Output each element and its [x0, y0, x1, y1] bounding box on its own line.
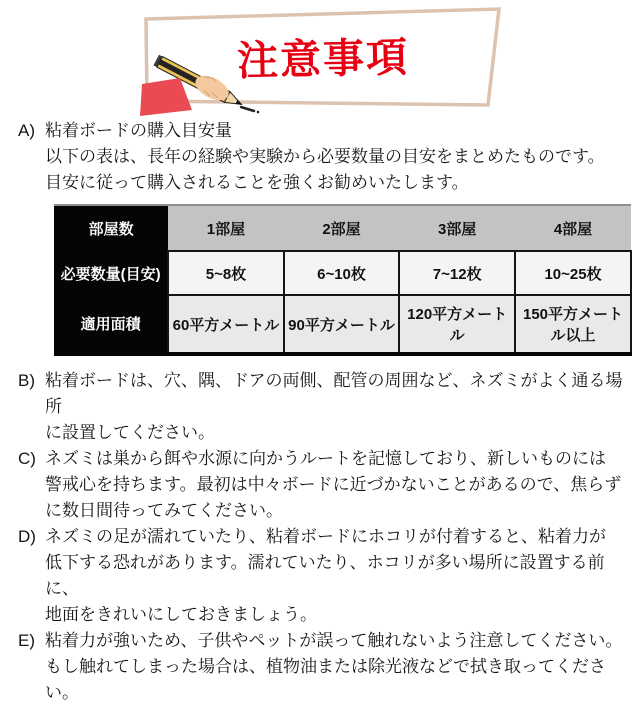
- header-2rooms: 2部屋: [284, 205, 400, 251]
- section-label: D): [18, 527, 36, 546]
- section-label: E): [18, 631, 35, 650]
- header-4rooms: 4部屋: [515, 205, 631, 251]
- section-label: C): [18, 449, 36, 468]
- text-line: 粘着ボードの購入目安量: [45, 121, 232, 140]
- text-line: 地面をきれいにしておきましょう。: [45, 605, 317, 624]
- text-line: ネズミの足が濡れていたり、粘着ボードにホコリが付着すると、粘着力が: [45, 527, 606, 546]
- text-line: ネズミは巣から餌や水源に向かうルートを記憶しており、新しいものには: [45, 449, 606, 468]
- section-b: [18, 368, 632, 446]
- table-row-area: [54, 295, 631, 354]
- text-line: に数日間待ってみてください。: [45, 501, 283, 520]
- section-text: [45, 118, 632, 196]
- text-line: 以下の表は、長年の経験や実験から必要数量の目安をまとめたものです。: [45, 147, 605, 166]
- notice-banner: [0, 0, 640, 116]
- page-title: 注意事項: [236, 34, 410, 84]
- text-line: 粘着ボードは、穴、隅、ドアの両側、配管の周囲など、ネズミがよく通る場所: [45, 371, 623, 416]
- section-text: [45, 368, 632, 446]
- text-line: に設置してください。: [45, 423, 215, 442]
- table-cell: 10~25枚: [515, 251, 631, 295]
- table-cell: 5~8枚: [168, 251, 283, 295]
- section-label: A): [18, 121, 35, 140]
- text-line: 粘着力が強いため、子供やペットが誤って触れないよう注意してください。: [45, 631, 623, 650]
- text-line: 目安に従って購入されることを強くお勧めいたします。: [45, 173, 469, 192]
- hand-holding-pencil-icon: [140, 50, 272, 120]
- table-row-quantity: [54, 251, 631, 295]
- text-line: 低下する恐れがあります。濡れていたり、ホコリが多い場所に設置する前に、: [45, 553, 605, 598]
- table-header-row: [54, 205, 631, 251]
- table-cell: 120平方メートル: [399, 295, 515, 354]
- table-cell: 150平方メートル以上: [515, 295, 631, 354]
- text-line: 警戒心を持ちます。最初は中々ボードに近づかないことがあるので、焦らず: [45, 475, 622, 494]
- section-d: [18, 524, 632, 628]
- section-a: [18, 118, 632, 196]
- row-label: 必要数量(目安): [54, 251, 168, 295]
- notice-body: [0, 116, 640, 706]
- table-cell: 6~10枚: [284, 251, 400, 295]
- section-c: [18, 446, 632, 524]
- notice-list: [18, 368, 632, 706]
- text-line: もし触れてしまった場合は、植物油または除光液などで拭き取ってください。: [45, 657, 606, 702]
- table-cell: 90平方メートル: [284, 295, 400, 354]
- table-cell: 60平方メートル: [168, 295, 283, 354]
- section-text: [45, 446, 632, 524]
- header-1room: 1部屋: [168, 205, 283, 251]
- table-cell: 7~12枚: [399, 251, 515, 295]
- row-label: 適用面積: [54, 295, 168, 354]
- section-text: [45, 524, 632, 628]
- purchase-guide-table: [54, 204, 632, 356]
- header-3rooms: 3部屋: [399, 205, 515, 251]
- section-label: B): [18, 371, 35, 390]
- header-rooms: 部屋数: [54, 205, 168, 251]
